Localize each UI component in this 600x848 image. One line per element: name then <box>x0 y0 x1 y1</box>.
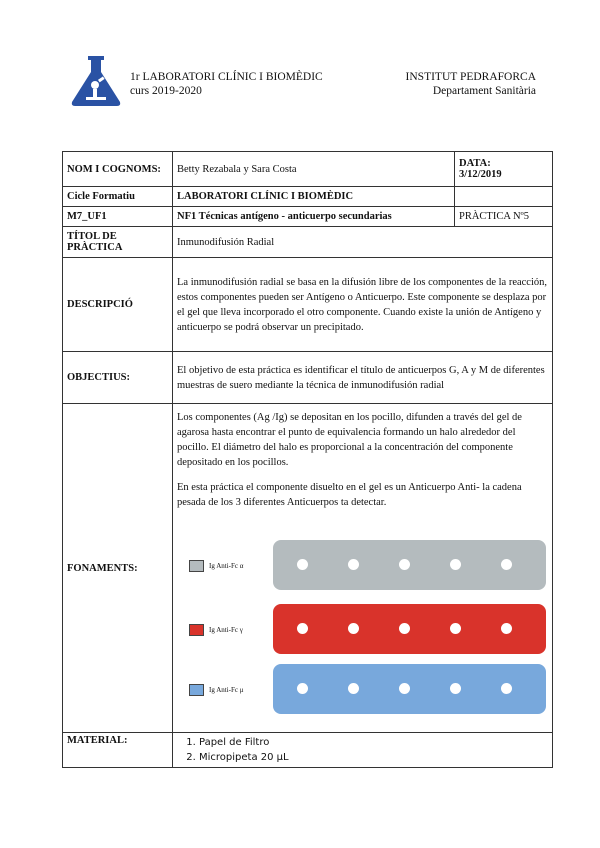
table-row <box>63 404 553 733</box>
cicle-label: Cicle Formatiu <box>63 187 173 207</box>
gel-plate-mu <box>273 664 546 714</box>
fonaments-paragraph-1: Los componentes (Ag /Ig) se depositan en los pocillo, difunden a través del gel de agarosa hasta encontrar el punto de equivalencia formando un halo alrededor del pocillo. El diámetro del halo es proporcional a la concentración del componente depositado en los pocillos. <box>177 412 522 468</box>
well <box>297 623 308 634</box>
page-header <box>0 0 600 130</box>
legend-mu <box>189 684 243 696</box>
legend-label: Ig Anti-Fc α <box>209 562 244 570</box>
cicle-value: LABORATORI CLÍNIC I BIOMÈDIC <box>173 187 455 207</box>
legend-swatch <box>189 560 204 572</box>
date-value: 3/12/2019 <box>459 169 502 180</box>
description-label: DESCRIPCIÓ <box>63 258 173 352</box>
well <box>450 623 461 634</box>
empty-cell <box>455 187 553 207</box>
flask-microscope-logo-icon <box>68 52 124 108</box>
table-row <box>63 207 553 227</box>
gel-plate-gamma <box>273 604 546 654</box>
practice-form-table <box>62 151 553 768</box>
practice-number: PRÀCTICA Nº5 <box>455 207 553 227</box>
module-label: M7_UF1 <box>63 207 173 227</box>
fonaments-content <box>173 404 553 733</box>
legend-label: Ig Anti-Fc μ <box>209 686 244 694</box>
well <box>348 623 359 634</box>
well <box>399 559 410 570</box>
table-row <box>63 258 553 352</box>
well <box>399 623 410 634</box>
table-row <box>63 733 553 768</box>
title-value: Inmunodifusión Radial <box>173 227 553 258</box>
department-name: Departament Sanitària <box>432 85 536 97</box>
objectives-label: OBJECTIUS: <box>63 352 173 404</box>
legend-alpha <box>189 560 243 572</box>
table-row <box>63 352 553 404</box>
well <box>501 623 512 634</box>
title-label: TÍTOL DE PRÀCTICA <box>63 227 173 258</box>
well <box>348 683 359 694</box>
module-value: NF1 Técnicas antígeno - anticuerpo secundarias <box>173 207 455 227</box>
table-row <box>63 227 553 258</box>
course-year: curs 2019-2020 <box>130 85 202 97</box>
institute-name: INSTITUT PEDRAFORCA <box>405 71 536 83</box>
description-value: La inmunodifusión radial se basa en la difusión libre de los componentes de la reacción, estos componentes pueden ser Antígeno o Anticuerpo. Este componente se desplaza por el gel que lleva incorporado el otro componente. Cuando existe la unión de Antígeno y anticuerpo se podrá observar un precipitado. <box>173 258 553 352</box>
list-item: 1. Papel de Filtro <box>199 735 548 750</box>
objectives-value: El objetivo de esta práctica es identificar el título de anticuerpos G, A y M de diferentes muestras de suero mediante la técnica de inmunodifusión radial <box>173 352 553 404</box>
name-value: Betty Rezabala y Sara Costa <box>173 152 455 187</box>
material-list-cell <box>173 733 553 768</box>
list-item: 2. Micropipeta 20 μL <box>199 750 548 765</box>
well <box>348 559 359 570</box>
well <box>450 683 461 694</box>
table-row <box>63 152 553 187</box>
fonaments-paragraph-2: En esta práctica el componente disuelto en el gel es un Anticuerpo Anti- la cadena pesada de los 3 diferentes Anticuerpos ta detectar. <box>177 482 522 508</box>
legend-label: Ig Anti-Fc γ <box>209 626 243 634</box>
well <box>501 683 512 694</box>
fonaments-label: FONAMENTS: <box>63 404 173 733</box>
legend-gamma <box>189 624 243 636</box>
well <box>450 559 461 570</box>
school-lab-title: 1r LABORATORI CLÍNIC I BIOMÈDIC <box>130 71 323 83</box>
well <box>501 559 512 570</box>
well <box>399 683 410 694</box>
date-label: DATA: <box>459 158 491 169</box>
well <box>297 559 308 570</box>
name-label: NOM I COGNOMS: <box>63 152 173 187</box>
gel-plates-figure <box>177 520 548 730</box>
legend-swatch <box>189 684 204 696</box>
gel-plate-alpha <box>273 540 546 590</box>
date-cell <box>455 152 553 187</box>
material-list <box>177 735 548 765</box>
legend-swatch <box>189 624 204 636</box>
table-row <box>63 187 553 207</box>
material-label: MATERIAL: <box>63 733 173 768</box>
well <box>297 683 308 694</box>
